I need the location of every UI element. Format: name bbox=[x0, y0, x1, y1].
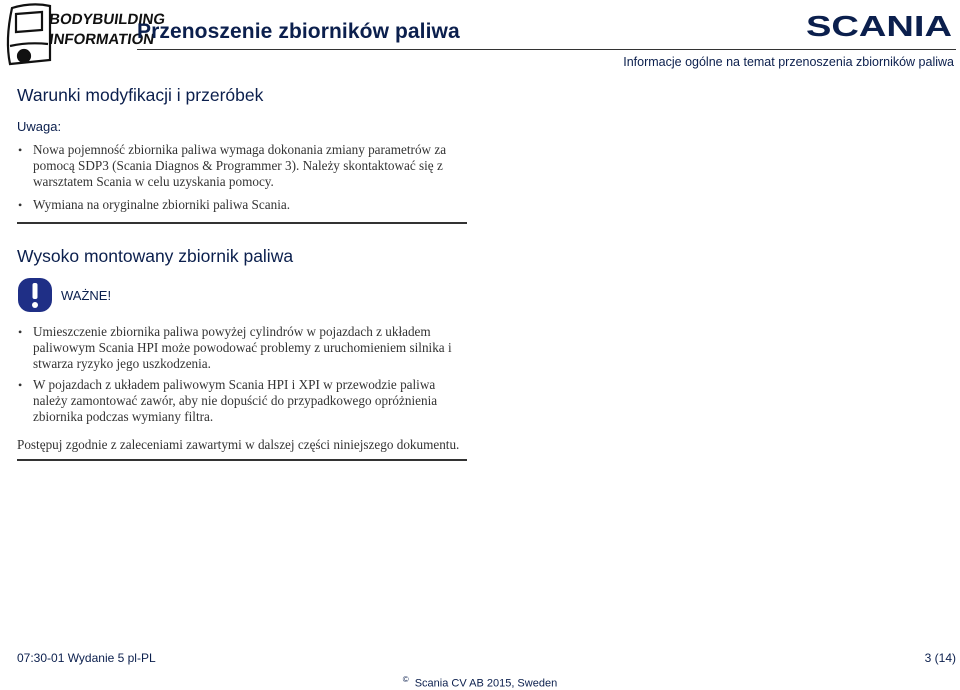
logo-line2: INFORMATION bbox=[48, 31, 156, 48]
section-heading-high-tank: Wysoko montowany zbiornik paliwa bbox=[17, 246, 294, 266]
list-item: • Umieszczenie zbiornika paliwa powyżej cylindrów w pojazdach z układem paliwowym Scania HPI może powodować problemy z uruchomieniem silnika i stwarza ryzyko jego uszkodzenia. bbox=[17, 324, 469, 372]
copyright bbox=[0, 675, 960, 690]
page-subtitle: Informacje ogólne na temat przenoszenia zbiorników paliwa bbox=[623, 55, 954, 69]
instruction-paragraph: Postępuj zgodnie z zaleceniami zawartymi w dalszej części niniejszego dokumentu. bbox=[17, 437, 460, 452]
document-id: 07:30-01 Wydanie 5 pl-PL bbox=[17, 651, 156, 665]
copyright-text: Scania CV AB 2015, Sweden bbox=[414, 677, 558, 690]
copyright-symbol: © bbox=[402, 675, 409, 684]
section-heading-conditions: Warunki modyfikacji i przeróbek bbox=[17, 85, 264, 105]
logo-line1: BODYBUILDING bbox=[48, 11, 167, 28]
page-title: Przenoszenie zbiorników paliwa bbox=[137, 20, 460, 43]
warning-list bbox=[17, 324, 469, 425]
page-number: 3 (14) bbox=[924, 651, 956, 665]
brand-wordmark: SCANIA bbox=[806, 11, 953, 43]
truck-logo-icon bbox=[8, 4, 50, 64]
warning-block bbox=[17, 277, 469, 313]
header-divider bbox=[137, 49, 956, 50]
list-item: • W pojazdach z układem paliwowym Scania HPI i XPI w przewodzie paliwa należy zamontować zawór, aby nie dopuścić do przypadkowego opróżnienia zbiornika podczas wymiany filtra. bbox=[17, 377, 469, 425]
list-item: • Wymiana na oryginalne zbiorniki paliwa Scania. bbox=[17, 197, 469, 213]
note-label: Uwaga: bbox=[17, 119, 62, 134]
section-divider bbox=[17, 459, 467, 461]
scania-logo bbox=[806, 10, 954, 43]
bodybuilding-logo bbox=[2, 0, 167, 72]
conditions-list bbox=[17, 142, 469, 213]
exclamation-icon bbox=[17, 277, 53, 313]
warning-label: WAŻNE! bbox=[61, 287, 112, 303]
list-item: • Nowa pojemność zbiornika paliwa wymaga dokonania zmiany parametrów za pomocą SDP3 (Scania Diagnos & Programmer 3). Należy skontaktować się z warsztatem Scania w celu uzyskania pomocy. bbox=[17, 142, 469, 190]
section-divider bbox=[17, 222, 467, 224]
main-content bbox=[17, 85, 469, 461]
